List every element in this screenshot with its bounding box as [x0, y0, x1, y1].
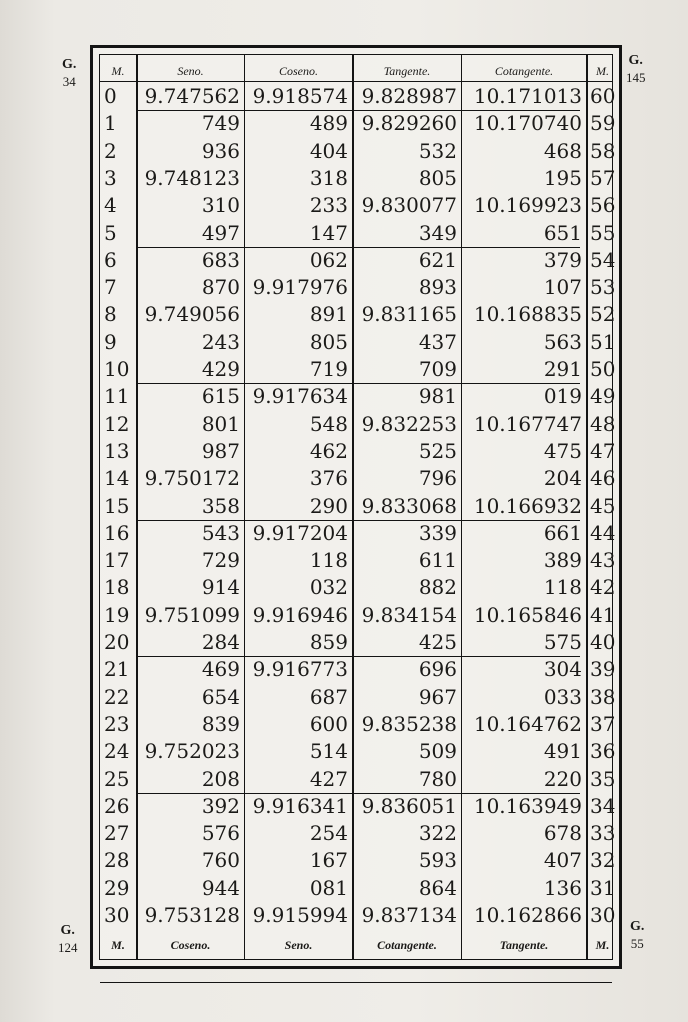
cell-c4: 379: [543, 247, 582, 272]
table-row: [100, 301, 616, 328]
cell-m2: 55: [590, 220, 616, 245]
cell-c2: 489: [309, 111, 348, 136]
footer-minutes-left: M.: [111, 938, 125, 952]
cell-m: 4: [104, 193, 117, 218]
table-row: [100, 192, 616, 219]
cell-m: 7: [104, 275, 117, 300]
table-row: [100, 520, 616, 547]
cell-c1: 9.750172: [144, 466, 240, 491]
cell-c4: 407: [543, 848, 582, 873]
table-body: [99, 54, 616, 960]
cell-c4: 10.163949: [473, 793, 582, 818]
cell-m: 14: [104, 466, 130, 491]
table-row: [100, 738, 616, 765]
cell-c1: 729: [201, 548, 240, 573]
cell-m2: 44: [590, 520, 616, 545]
cell-m: 17: [104, 548, 130, 573]
cell-m2: 38: [590, 684, 616, 709]
degree-label: G.: [628, 53, 643, 68]
cell-c1: 9.753128: [144, 903, 240, 927]
cell-m: 27: [104, 821, 130, 846]
cell-m: 11: [104, 384, 130, 409]
cell-c2: 891: [309, 302, 348, 327]
cell-c1: 576: [201, 821, 240, 846]
cell-m: 18: [104, 575, 130, 600]
cell-m: 8: [104, 302, 117, 327]
cell-c1: 9.747562: [144, 84, 240, 108]
cell-c4: 10.170740: [473, 111, 582, 136]
cell-m: 21: [104, 657, 130, 682]
cell-c4: 291: [543, 357, 582, 381]
cell-c2: 118: [309, 548, 348, 573]
cell-c1: 9.748123: [144, 165, 240, 190]
cell-c4: 661: [543, 520, 582, 545]
cell-m: 12: [104, 411, 130, 436]
header-minutes-right: M.: [596, 64, 609, 78]
header-col4: Cotangente.: [494, 64, 554, 78]
cell-c2: 404: [309, 138, 348, 163]
cell-c1: 208: [201, 766, 240, 791]
corner-bottom-left: [58, 922, 78, 956]
cell-m2: 45: [590, 493, 616, 518]
cell-c1: 615: [201, 384, 240, 409]
cell-m: 25: [104, 766, 130, 791]
cell-m: 9: [104, 329, 117, 354]
table-row: [100, 83, 616, 110]
cell-m2: 32: [590, 848, 616, 873]
cell-m2: 31: [590, 875, 616, 900]
table-row: [100, 793, 616, 820]
cell-m: 16: [104, 520, 130, 545]
cell-c3: 593: [418, 848, 457, 873]
cell-c3: 322: [418, 821, 457, 846]
footer-col1: Coseno.: [170, 938, 211, 952]
cell-c4: 10.171013: [473, 84, 582, 108]
cell-c3: 9.833068: [361, 493, 457, 518]
cell-c1: 243: [201, 329, 240, 354]
cell-c1: 358: [201, 493, 240, 518]
cell-c2: 254: [309, 821, 348, 846]
cell-m: 2: [104, 138, 117, 163]
cell-c3: 967: [418, 684, 457, 709]
cell-c3: 9.832253: [361, 411, 457, 436]
header-col3: Tangente.: [383, 64, 431, 78]
cell-c2: 805: [309, 329, 348, 354]
cell-c4: 678: [543, 821, 582, 846]
cell-m2: 41: [590, 602, 616, 627]
cell-c4: 10.169923: [473, 193, 582, 218]
cell-c4: 118: [543, 575, 582, 600]
cell-c4: 10.168835: [473, 302, 582, 327]
cell-c1: 839: [201, 711, 240, 736]
cell-m2: 40: [590, 630, 616, 654]
cell-c3: 796: [418, 466, 457, 491]
table-row: [100, 847, 616, 874]
cell-m: 22: [104, 684, 130, 709]
cell-c3: 709: [418, 357, 457, 381]
cell-m: 5: [104, 220, 117, 245]
table-row: [100, 165, 616, 192]
cell-c2: 167: [309, 848, 348, 873]
cell-m2: 34: [590, 793, 616, 818]
cell-c3: 893: [418, 275, 457, 300]
cell-m: 3: [104, 165, 117, 190]
header-minutes-left: M.: [111, 64, 125, 78]
cell-c3: 981: [418, 384, 457, 409]
cell-m2: 47: [590, 438, 616, 463]
cell-m2: 39: [590, 657, 616, 682]
table-row: [100, 493, 616, 520]
cell-c1: 749: [201, 111, 240, 136]
degree-label: G.: [62, 57, 77, 72]
cell-m: 19: [104, 602, 130, 627]
cell-c4: 304: [543, 657, 582, 682]
cell-m2: 49: [590, 384, 616, 409]
table-row: [100, 329, 616, 356]
cell-c2: 9.916341: [252, 793, 348, 818]
table-row: [100, 656, 616, 683]
corner-bottom-right: [630, 918, 644, 952]
cell-m2: 42: [590, 575, 616, 600]
table-row: [100, 711, 616, 738]
cell-c4: 10.167747: [473, 411, 582, 436]
trig-table: [90, 45, 622, 969]
corner-top-left: [62, 56, 76, 90]
cell-c1: 392: [201, 793, 240, 818]
cell-c4: 195: [543, 165, 582, 190]
cell-c4: 389: [543, 548, 582, 573]
cell-m2: 60: [590, 84, 616, 108]
cell-c1: 987: [201, 438, 240, 463]
cell-m2: 58: [590, 138, 616, 163]
cell-m2: 30: [590, 903, 616, 927]
cell-c3: 349: [418, 220, 457, 245]
cell-c2: 233: [309, 193, 348, 218]
footer-minutes-right: M.: [595, 938, 610, 952]
cell-c4: 475: [543, 438, 582, 463]
degree-number: 145: [626, 70, 646, 85]
cell-c3: 882: [418, 575, 457, 600]
table-row: [100, 684, 616, 711]
cell-c3: 9.828987: [361, 84, 457, 108]
cell-c3: 9.835238: [361, 711, 457, 736]
cell-m2: 52: [590, 302, 616, 327]
table-row: [100, 411, 616, 438]
cell-c2: 9.917634: [252, 384, 348, 409]
cell-c1: 543: [201, 520, 240, 545]
cell-c1: 936: [201, 138, 240, 163]
cell-m: 0: [104, 84, 117, 108]
degree-label: G.: [60, 923, 75, 938]
cell-c4: 10.165846: [473, 602, 582, 627]
cell-m: 26: [104, 793, 130, 818]
cell-c4: 575: [543, 630, 582, 654]
cell-c1: 9.752023: [144, 739, 240, 764]
cell-m2: 56: [590, 193, 616, 218]
cell-c3: 437: [418, 329, 457, 354]
cell-m: 10: [104, 357, 130, 381]
table-row: [100, 383, 616, 410]
cell-m2: 54: [590, 247, 616, 272]
cell-c3: 696: [418, 657, 457, 682]
cell-m2: 46: [590, 466, 616, 491]
table-row: [100, 547, 616, 574]
table-row: [100, 902, 616, 929]
cell-c2: 9.918574: [252, 84, 348, 108]
cell-c3: 9.829260: [361, 111, 457, 136]
cell-c2: 719: [309, 357, 348, 381]
cell-c3: 805: [418, 165, 457, 190]
table-row: [100, 465, 616, 492]
degree-number: 124: [58, 940, 78, 955]
cell-c2: 290: [309, 493, 348, 518]
table-row: [100, 629, 616, 656]
cell-c4: 033: [543, 684, 582, 709]
header-rule: [100, 81, 612, 82]
cell-c3: 509: [418, 739, 457, 764]
cell-c4: 136: [543, 875, 582, 900]
cell-c1: 9.749056: [144, 302, 240, 327]
cell-c3: 780: [418, 766, 457, 791]
cell-c4: 10.166932: [473, 493, 582, 518]
table-row: [100, 356, 616, 383]
cell-c2: 376: [309, 466, 348, 491]
cell-m2: 59: [590, 111, 616, 136]
cell-c1: 9.751099: [144, 602, 240, 627]
cell-m: 29: [104, 875, 130, 900]
degree-label: G.: [630, 919, 645, 934]
cell-c2: 462: [309, 438, 348, 463]
cell-c1: 760: [201, 848, 240, 873]
cell-c2: 548: [309, 411, 348, 436]
cell-c2: 514: [309, 739, 348, 764]
cell-m: 30: [104, 903, 130, 927]
cell-c4: 563: [543, 329, 582, 354]
degree-number: 34: [62, 74, 76, 89]
cell-m2: 57: [590, 165, 616, 190]
table-row: [100, 820, 616, 847]
cell-c4: 651: [543, 220, 582, 245]
cell-m2: 48: [590, 411, 616, 436]
corner-top-right: [626, 52, 646, 86]
cell-c2: 081: [309, 875, 348, 900]
cell-c1: 801: [201, 411, 240, 436]
cell-m2: 43: [590, 548, 616, 573]
cell-c3: 9.830077: [361, 193, 457, 218]
cell-m2: 53: [590, 275, 616, 300]
footer-col2: Seno.: [284, 938, 313, 952]
cell-c2: 859: [309, 630, 348, 654]
cell-c1: 870: [201, 275, 240, 300]
cell-c2: 032: [309, 575, 348, 600]
footer-col4: Tangente.: [499, 938, 549, 952]
table-row: [100, 602, 616, 629]
cell-m2: 37: [590, 711, 616, 736]
cell-c1: 469: [201, 657, 240, 682]
cell-c1: 654: [201, 684, 240, 709]
cell-m: 28: [104, 848, 130, 873]
header-col2: Coseno.: [279, 64, 318, 78]
cell-c4: 10.162866: [473, 903, 582, 927]
cell-c3: 425: [418, 630, 457, 654]
table-row: [100, 247, 616, 274]
cell-c3: 525: [418, 438, 457, 463]
table-row: [100, 766, 616, 793]
cell-m: 15: [104, 493, 130, 518]
cell-c2: 9.917204: [252, 520, 348, 545]
cell-c3: 532: [418, 138, 457, 163]
cell-c4: 204: [543, 466, 582, 491]
cell-m2: 50: [590, 357, 616, 381]
cell-c3: 611: [418, 548, 457, 573]
cell-c2: 9.916946: [252, 602, 348, 627]
cell-c2: 600: [309, 711, 348, 736]
cell-m2: 35: [590, 766, 616, 791]
degree-number: 55: [630, 936, 644, 951]
cell-c2: 9.916773: [252, 657, 348, 682]
cell-c3: 9.837134: [361, 903, 457, 927]
cell-c1: 497: [201, 220, 240, 245]
table-row: [100, 574, 616, 601]
cell-m: 1: [104, 111, 117, 136]
cell-m2: 36: [590, 739, 616, 764]
cell-c1: 683: [201, 247, 240, 272]
cell-c2: 147: [309, 220, 348, 245]
cell-c1: 944: [201, 875, 240, 900]
cell-c3: 339: [418, 520, 457, 545]
cell-c2: 062: [309, 247, 348, 272]
cell-c2: 427: [309, 766, 348, 791]
cell-m: 20: [104, 630, 130, 654]
cell-m: 13: [104, 438, 130, 463]
cell-c4: 468: [543, 138, 582, 163]
cell-m2: 33: [590, 821, 616, 846]
cell-c4: 107: [543, 275, 582, 300]
footer-rule: [100, 982, 612, 983]
table-row: [100, 274, 616, 301]
cell-c3: 9.836051: [361, 793, 457, 818]
cell-c3: 864: [418, 875, 457, 900]
table-row: [100, 438, 616, 465]
cell-c1: 284: [201, 630, 240, 654]
table-row: [100, 138, 616, 165]
cell-c1: 310: [201, 193, 240, 218]
cell-c2: 318: [309, 165, 348, 190]
cell-c4: 019: [543, 384, 582, 409]
cell-c4: 491: [543, 739, 582, 764]
cell-m2: 51: [590, 329, 616, 354]
table-row: [100, 220, 616, 247]
cell-c3: 9.834154: [361, 602, 457, 627]
table-row: [100, 875, 616, 902]
header-col1: Seno.: [177, 64, 204, 78]
cell-c1: 429: [201, 357, 240, 381]
cell-m: 23: [104, 711, 130, 736]
cell-c1: 914: [201, 575, 240, 600]
table-row: [100, 110, 616, 137]
cell-c4: 10.164762: [473, 711, 582, 736]
cell-m: 6: [104, 247, 117, 272]
cell-c3: 621: [418, 247, 457, 272]
cell-c3: 9.831165: [361, 302, 457, 327]
cell-c2: 9.915994: [252, 903, 348, 927]
cell-c2: 687: [309, 684, 348, 709]
cell-c2: 9.917976: [252, 275, 348, 300]
cell-m: 24: [104, 739, 130, 764]
cell-c4: 220: [543, 766, 582, 791]
footer-col3: Cotangente.: [377, 938, 437, 952]
